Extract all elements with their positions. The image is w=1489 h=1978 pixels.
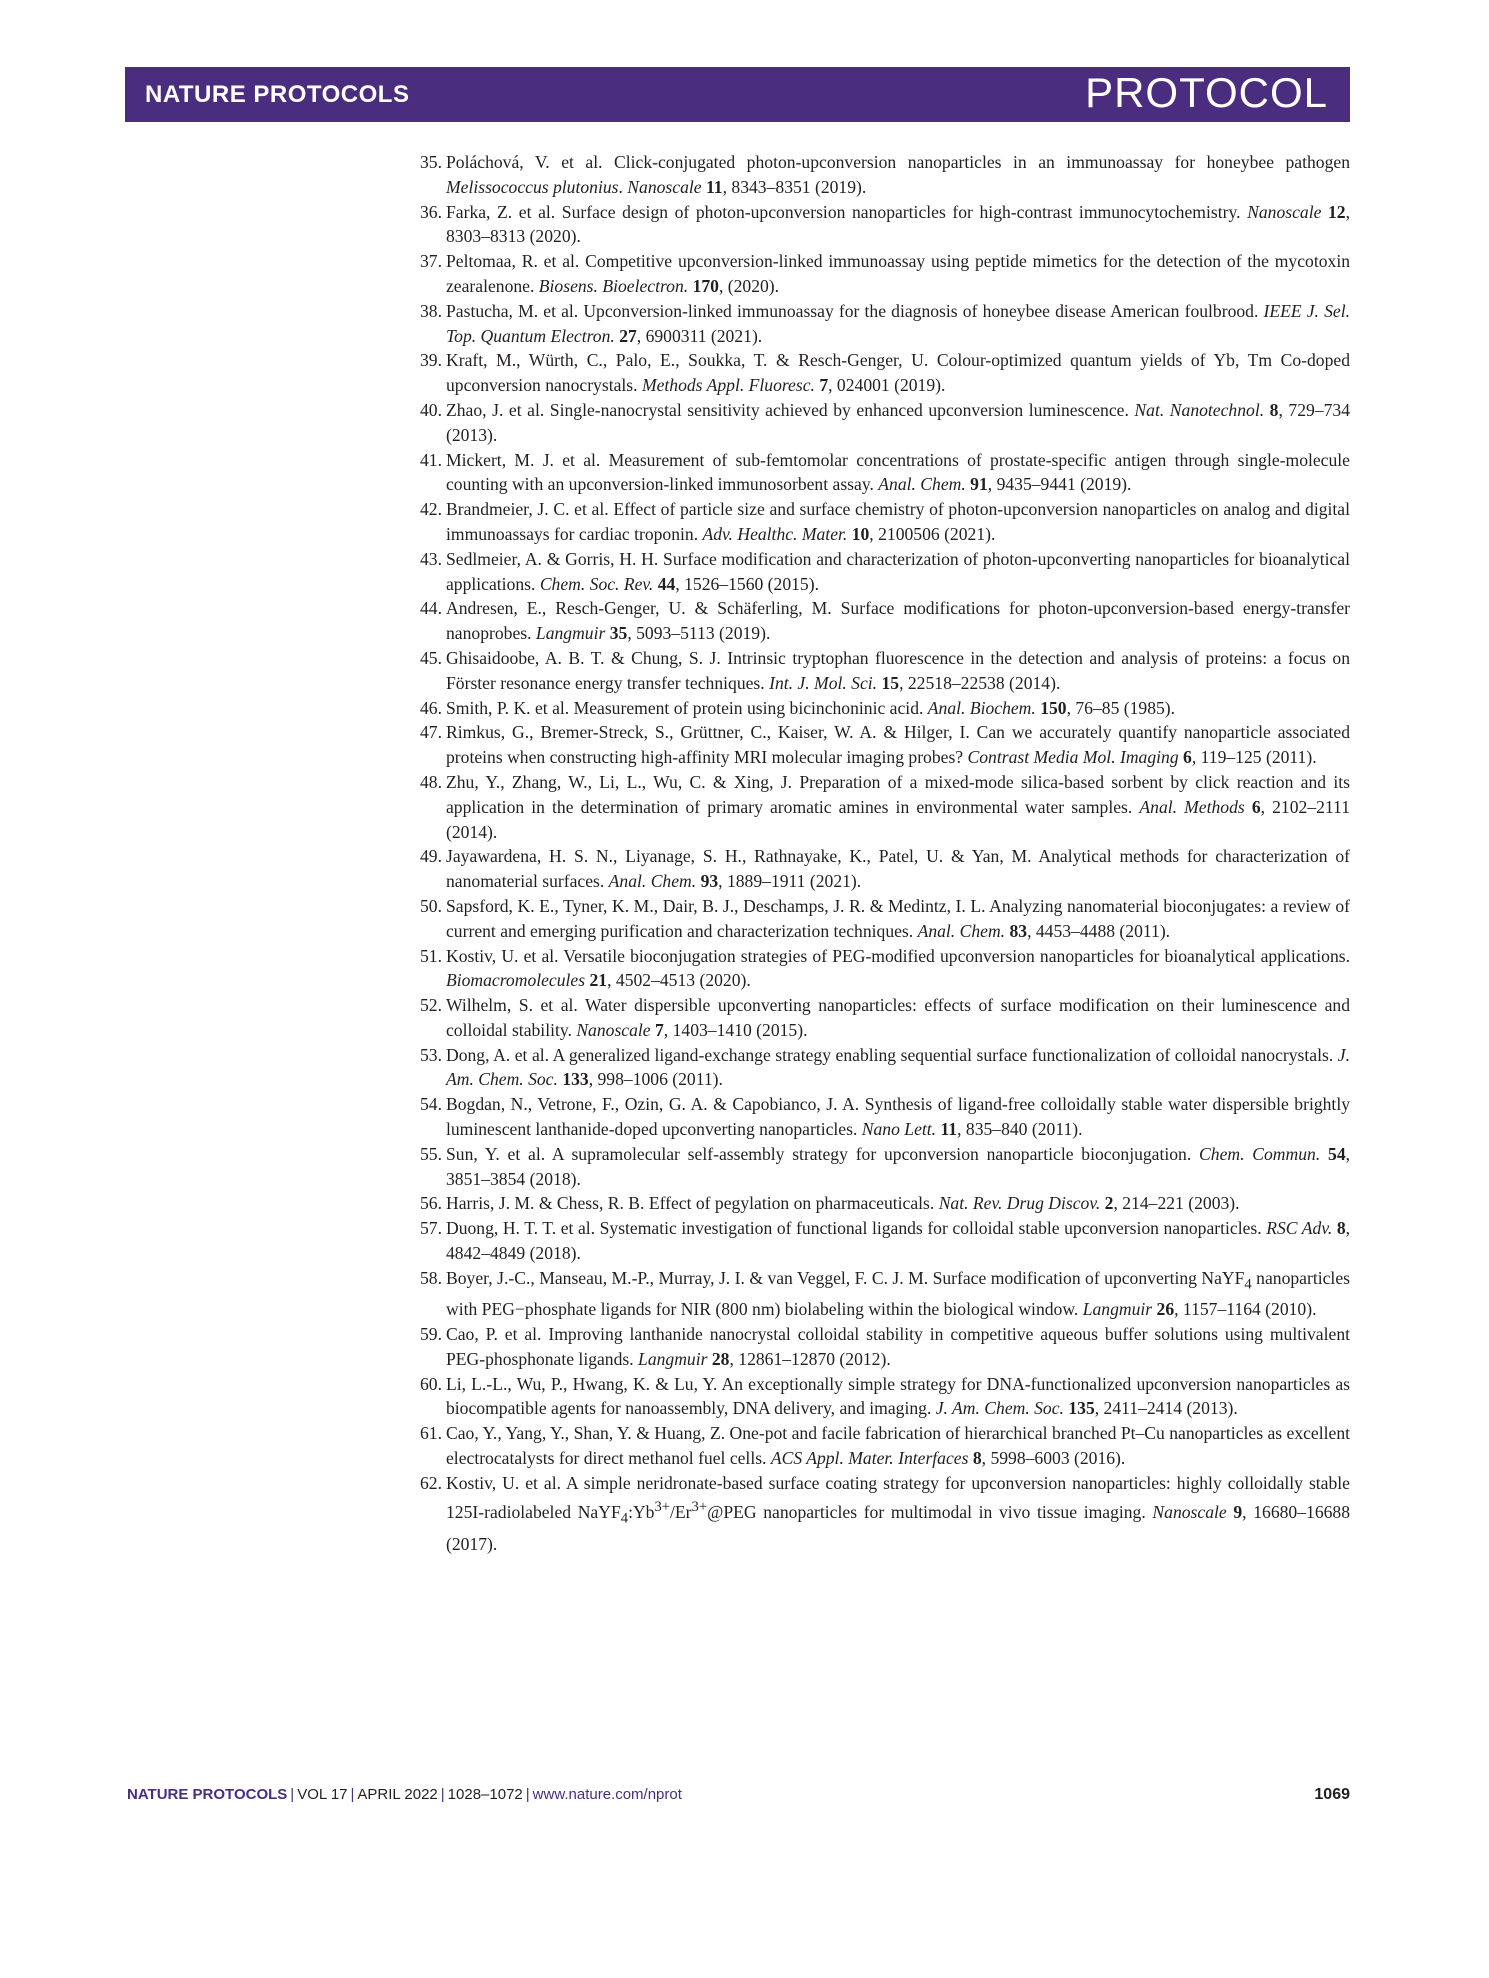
reference-item [410, 398, 1350, 448]
reference-item [410, 150, 1350, 200]
reference-item [410, 1043, 1350, 1093]
reference-number: 39 . [410, 348, 442, 373]
reference-number: 48 . [410, 770, 442, 795]
reference-text: Dong, A. et al. A generalized ligand-exchange strategy enabling sequential surface functionalization of colloidal nanocrystals. J. Am. Chem. Soc. 133, 998–1006 (2011). [446, 1044, 1350, 1090]
reference-item [410, 1421, 1350, 1471]
reference-item [410, 299, 1350, 349]
reference-item [410, 1471, 1350, 1557]
reference-list [410, 150, 1350, 1557]
reference-number: 58 . [410, 1266, 442, 1291]
reference-item [410, 1266, 1350, 1322]
reference-number: 53 . [410, 1043, 442, 1068]
reference-item [410, 1092, 1350, 1142]
footer-journal: NATURE PROTOCOLS [127, 1786, 288, 1803]
reference-number: 47 . [410, 720, 442, 745]
reference-item [410, 348, 1350, 398]
reference-number: 60 . [410, 1372, 442, 1397]
footer-url-link[interactable]: www.nature.com/nprot [532, 1786, 682, 1803]
reference-text: Farka, Z. et al. Surface design of photon-upconversion nanoparticles for high-contrast immunocytochemistry. Nanoscale 12, 8303–8313 (2020). [446, 201, 1350, 247]
reference-item [410, 200, 1350, 250]
reference-text: Kraft, M., Würth, C., Palo, E., Soukka, T. & Resch-Genger, U. Colour-optimized quantum yields of Yb, Tm Co-doped upconversion nanocrystals. Methods Appl. Fluoresc. 7, 024001 (2019). [446, 350, 1350, 396]
page-number: 1069 [1314, 1786, 1350, 1803]
reference-number: 41 . [410, 448, 442, 473]
reference-text: Boyer, J.-C., Manseau, M.-P., Murray, J. I. & van Veggel, F. C. J. M. Surface modification of upconverting NaYF$_4$ nanoparticles with PEG−phosphate ligands for NIR (800 nm) biolabeling within the biological window. Langmuir 26, 1157–1164 (2010). [446, 1267, 1350, 1320]
reference-text: Sapsford, K. E., Tyner, K. M., Dair, B. J., Deschamps, J. R. & Medintz, I. L. Analyzing nanomaterial bioconjugates: a review of current and emerging purification and characterization techniques. Anal. Chem. 83, 4453–4488 (2011). [446, 895, 1350, 941]
footer: NATURE PROTOCOLS | VOL 17 | APRIL 2022 | 1028–1072 | www.nature.com/nprot 1069 [127, 1786, 1350, 1803]
footer-pages: 1028–1072 [447, 1786, 523, 1803]
reference-number: 43 . [410, 547, 442, 572]
reference-text: Rimkus, G., Bremer-Streck, S., Grüttner, C., Kaiser, W. A. & Hilger, I. Can we accurately quantify nanoparticle associated proteins when constructing high-affinity MRI molecular imaging probes? Contrast Media Mol. Imaging 6, 119–125 (2011). [446, 722, 1350, 768]
reference-number: 46 . [410, 696, 442, 721]
footer-volume: VOL 17 [297, 1786, 348, 1803]
reference-number: 35 . [410, 150, 442, 175]
reference-item [410, 547, 1350, 597]
reference-number: 37 . [410, 249, 442, 274]
header-bar [125, 67, 1350, 122]
reference-text: Zhu, Y., Zhang, W., Li, L., Wu, C. & Xing, J. Preparation of a mixed-mode silica-based sorbent by click reaction and its application in the determination of primary aromatic amines in environmental water samples. Anal. Methods 6, 2102–2111 (2014). [446, 771, 1351, 842]
reference-item [410, 1142, 1350, 1192]
reference-item [410, 596, 1350, 646]
reference-number: 42 . [410, 497, 442, 522]
reference-number: 55 . [410, 1142, 442, 1167]
reference-text: Jayawardena, H. S. N., Liyanage, S. H., Rathnayake, K., Patel, U. & Yan, M. Analytical methods for characterization of nanomaterial surfaces. Anal. Chem. 93, 1889–1911 (2021). [446, 846, 1350, 892]
reference-number: 56 . [410, 1191, 442, 1216]
reference-text: Harris, J. M. & Chess, R. B. Effect of pegylation on pharmaceuticals. Nat. Rev. Drug Discov. 2, 214–221 (2003). [446, 1193, 1240, 1214]
reference-item [410, 844, 1350, 894]
reference-number: 62 . [410, 1471, 442, 1496]
reference-item [410, 1372, 1350, 1422]
reference-text: Duong, H. T. T. et al. Systematic investigation of functional ligands for colloidal stable upconversion nanoparticles. RSC Adv. 8, 4842–4849 (2018). [446, 1218, 1351, 1264]
reference-item [410, 944, 1350, 994]
reference-text: Kostiv, U. et al. Versatile bioconjugation strategies of PEG-modified upconversion nanoparticles for bioanalytical applications. Biomacromolecules 21, 4502–4513 (2020). [446, 945, 1350, 991]
reference-number: 61 . [410, 1421, 442, 1446]
reference-number: 44 . [410, 596, 442, 621]
reference-text: Cao, Y., Yang, Y., Shan, Y. & Huang, Z. One-pot and facile fabrication of hierarchical branched Pt–Cu nanoparticles as excellent electrocatalysts for direct methanol fuel cells. ACS Appl. Mater. Interfaces 8, 5998–6003 (2016). [446, 1423, 1350, 1468]
reference-number: 38 . [410, 299, 442, 324]
reference-text: Li, L.-L., Wu, P., Hwang, K. & Lu, Y. An exceptionally simple strategy for DNA-functionalized upconversion nanoparticles as biocompatible agents for nanoassembly, DNA delivery, and imaging. J. Am. Chem. Soc. 135, 2411–2414 (2013). [446, 1373, 1350, 1419]
reference-number: 45 . [410, 646, 442, 671]
reference-text: Mickert, M. J. et al. Measurement of sub-femtomolar concentrations of prostate-specific antigen through single-molecule counting with an upconversion-linked immunosorbent assay. Anal. Chem. 91, 9435–9441 (2019). [446, 449, 1350, 495]
reference-text: Sedlmeier, A. & Gorris, H. H. Surface modification and characterization of photon-upconverting nanoparticles for bioanalytical applications. Chem. Soc. Rev. 44, 1526–1560 (2015). [446, 548, 1350, 594]
reference-item [410, 497, 1350, 547]
reference-text: Zhao, J. et al. Single-nanocrystal sensitivity achieved by enhanced upconversion luminescence. Nat. Nanotechnol. 8, 729–734 (2013). [446, 399, 1351, 445]
reference-number: 54 . [410, 1092, 442, 1117]
reference-item [410, 720, 1350, 770]
reference-number: 36 . [410, 200, 442, 225]
reference-item [410, 646, 1350, 696]
reference-text: Pastucha, M. et al. Upconversion-linked immunoassay for the diagnosis of honeybee disease American foulbrood. IEEE J. Sel. Top. Quantum Electron. 27, 6900311 (2021). [446, 300, 1350, 346]
reference-item [410, 894, 1350, 944]
reference-item [410, 1322, 1350, 1372]
reference-text: Poláchová, V. et al. Click-conjugated photon-upconversion nanoparticles in an immunoassay for honeybee pathogen Melissococcus plutonius. Nanoscale 11, 8343–8351 (2019). [446, 152, 1350, 197]
reference-number: 49 . [410, 844, 442, 869]
reference-number: 51 . [410, 944, 442, 969]
reference-text: Bogdan, N., Vetrone, F., Ozin, G. A. & Capobianco, J. A. Synthesis of ligand-free colloidally stable water dispersible brightly luminescent lanthanide-doped upconverting nanoparticles. Nano Lett. 11, 835–840 (2011). [446, 1094, 1350, 1140]
reference-item [410, 448, 1350, 498]
reference-text: Peltomaa, R. et al. Competitive upconversion-linked immunoassay using peptide mimetics for the detection of the mycotoxin zearalenone. Biosens. Bioelectron. 170, (2020). [446, 251, 1350, 296]
journal-name: NATURE PROTOCOLS [145, 81, 410, 108]
reference-item [410, 249, 1350, 299]
reference-number: 59 . [410, 1322, 442, 1347]
reference-text: Sun, Y. et al. A supramolecular self-assembly strategy for upconversion nanoparticle bioconjugation. Chem. Commun. 54, 3851–3854 (2018). [446, 1143, 1351, 1189]
reference-item [410, 1216, 1350, 1266]
reference-text: Wilhelm, S. et al. Water dispersible upconverting nanoparticles: effects of surface modification on their luminescence and colloidal stability. Nanoscale 7, 1403–1410 (2015). [446, 995, 1350, 1040]
reference-item [410, 993, 1350, 1043]
reference-text: Cao, P. et al. Improving lanthanide nanocrystal colloidal stability in competitive aqueous buffer solutions using multivalent PEG-phosphonate ligands. Langmuir 28, 12861–12870 (2012). [446, 1323, 1350, 1369]
reference-text: Ghisaidoobe, A. B. T. & Chung, S. J. Intrinsic tryptophan fluorescence in the detection and analysis of proteins: a focus on Förster resonance energy transfer techniques. Int. J. Mol. Sci. 15, 22518–22538 (2014). [446, 647, 1350, 693]
reference-text: Smith, P. K. et al. Measurement of protein using bicinchoninic acid. Anal. Biochem. 150, 76–85 (1985). [446, 697, 1176, 718]
reference-text: Brandmeier, J. C. et al. Effect of particle size and surface chemistry of photon-upconversion nanoparticles on analog and digital immunoassays for cardiac troponin. Adv. Healthc. Mater. 10, 2100506 (2021). [446, 499, 1350, 544]
reference-item [410, 1191, 1350, 1216]
reference-item [410, 696, 1350, 721]
reference-text: Kostiv, U. et al. A simple neridronate-based surface coating strategy for upconversion nanoparticles: highly colloidally stable 125I-radiolabeled $NaYF_4:Yb^{3+}/Er^{3+}@PEG$ nanoparticles for multimodal in vivo tissue imaging. Nanoscale 9, 16680–16688 (2017). [446, 1472, 1350, 1554]
reference-text: Andresen, E., Resch-Genger, U. & Schäferling, M. Surface modifications for photon-upconversion-based energy-transfer nanoprobes. Langmuir 35, 5093–5113 (2019). [446, 598, 1350, 644]
reference-number: 40 . [410, 398, 442, 423]
reference-number: 52 . [410, 993, 442, 1018]
footer-date: APRIL 2022 [357, 1786, 438, 1803]
article-type: PROTOCOL [1085, 69, 1328, 116]
reference-number: 50 . [410, 894, 442, 919]
reference-item [410, 770, 1350, 844]
reference-number: 57 . [410, 1216, 442, 1241]
